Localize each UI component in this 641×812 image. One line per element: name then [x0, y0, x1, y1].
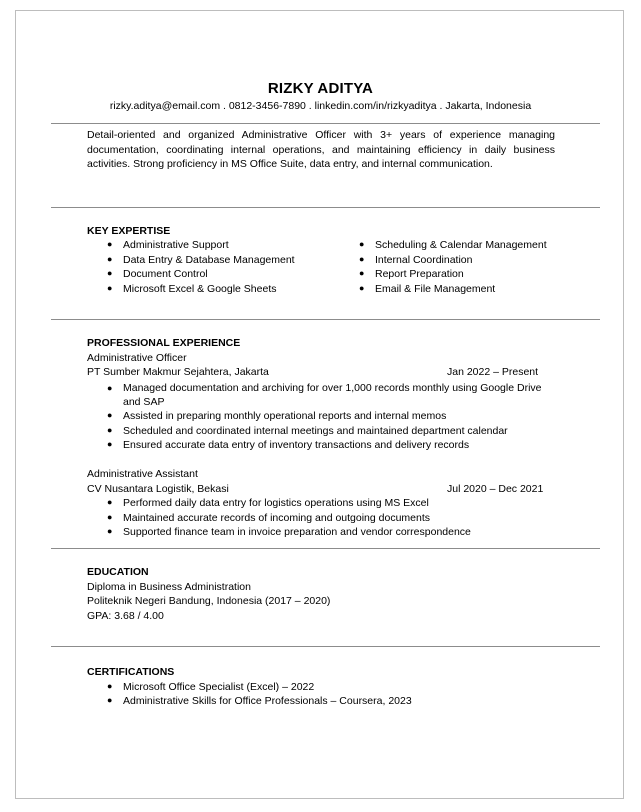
job-company: PT Sumber Makmur Sejahtera, Jakarta	[87, 366, 269, 378]
expertise-item: ● Scheduling & Calendar Management	[359, 239, 547, 251]
expertise-item: ● Administrative Support	[107, 239, 229, 251]
bullet-icon: ●	[107, 695, 113, 705]
professional-summary: Detail-oriented and organized Administrative Officer with 3+ years of experience managing documentation, coordinating internal operations, and maintaining efficiency in daily business activities. Strong proficiency in MS Office Suite, data entry, and internal communication.	[87, 129, 555, 171]
divider	[51, 548, 600, 549]
bullet-icon: ●	[107, 268, 113, 278]
bullet-icon: ●	[107, 425, 113, 435]
divider	[51, 207, 600, 208]
expertise-item: ● Report Preparation	[359, 268, 464, 280]
bullet-icon: ●	[107, 410, 113, 420]
job-bullet: ● Supported finance team in invoice preparation and vendor correspondence	[107, 526, 471, 538]
expertise-item: ● Email & File Management	[359, 283, 496, 295]
bullet-icon: ●	[107, 254, 113, 264]
bullet-icon: ●	[107, 239, 113, 249]
bullet-icon: ●	[107, 283, 113, 293]
contact-line: rizky.aditya@email.com . 0812-3456-7890 . linkedin.com/in/rizkyaditya . Jakarta, Indonesia	[109, 100, 532, 112]
certification-item: ● Administrative Skills for Office Professionals – Coursera, 2023	[107, 695, 412, 707]
bullet-icon: ●	[107, 526, 113, 536]
expertise-item: ● Document Control	[107, 268, 208, 280]
bullet-icon: ●	[107, 497, 113, 507]
job-bullet: ● Ensured accurate data entry of inventory transactions and delivery records	[107, 439, 470, 451]
job-bullet: ● Performed daily data entry for logistics operations using MS Excel	[107, 497, 429, 509]
education-gpa: GPA: 3.68 / 4.00	[87, 610, 164, 622]
expertise-item: ● Microsoft Excel & Google Sheets	[107, 283, 277, 295]
certification-item: ● Microsoft Office Specialist (Excel) – 2022	[107, 681, 315, 693]
job-title: Administrative Assistant	[87, 468, 198, 480]
expertise-item: ● Data Entry & Database Management	[107, 254, 295, 266]
job-bullet: ● Assisted in preparing monthly operational reports and internal memos	[107, 410, 447, 422]
candidate-name: RIZKY ADITYA	[267, 80, 374, 97]
job-dates: Jul 2020 – Dec 2021	[447, 483, 544, 495]
job-bullet: ● Scheduled and coordinated internal meetings and maintained department calendar	[107, 425, 508, 437]
divider	[51, 646, 600, 647]
section-heading-education: EDUCATION	[87, 566, 149, 578]
education-degree: Diploma in Business Administration	[87, 581, 251, 593]
bullet-icon: ●	[359, 254, 365, 264]
expertise-item: ● Internal Coordination	[359, 254, 473, 266]
job-company: CV Nusantara Logistik, Bekasi	[87, 483, 229, 495]
job-title: Administrative Officer	[87, 352, 187, 364]
education-school: Politeknik Negeri Bandung, Indonesia (2017 – 2020)	[87, 595, 331, 607]
section-heading-certifications: CERTIFICATIONS	[87, 666, 175, 678]
bullet-icon: ●	[359, 239, 365, 249]
bullet-icon: ●	[107, 439, 113, 449]
divider	[51, 319, 600, 320]
bullet-icon: ●	[107, 383, 113, 393]
section-heading-key-expertise: KEY EXPERTISE	[87, 225, 171, 237]
divider	[51, 123, 600, 124]
bullet-icon: ●	[359, 268, 365, 278]
section-heading-experience: PROFESSIONAL EXPERIENCE	[87, 337, 241, 349]
bullet-icon: ●	[107, 681, 113, 691]
job-bullet: ● Managed documentation and archiving for over 1,000 records monthly using Google Drive and SAP	[107, 382, 542, 408]
job-bullet: ● Maintained accurate records of incoming and outgoing documents	[107, 512, 431, 524]
bullet-icon: ●	[107, 512, 113, 522]
job-dates: Jan 2022 – Present	[447, 366, 539, 378]
bullet-icon: ●	[359, 283, 365, 293]
